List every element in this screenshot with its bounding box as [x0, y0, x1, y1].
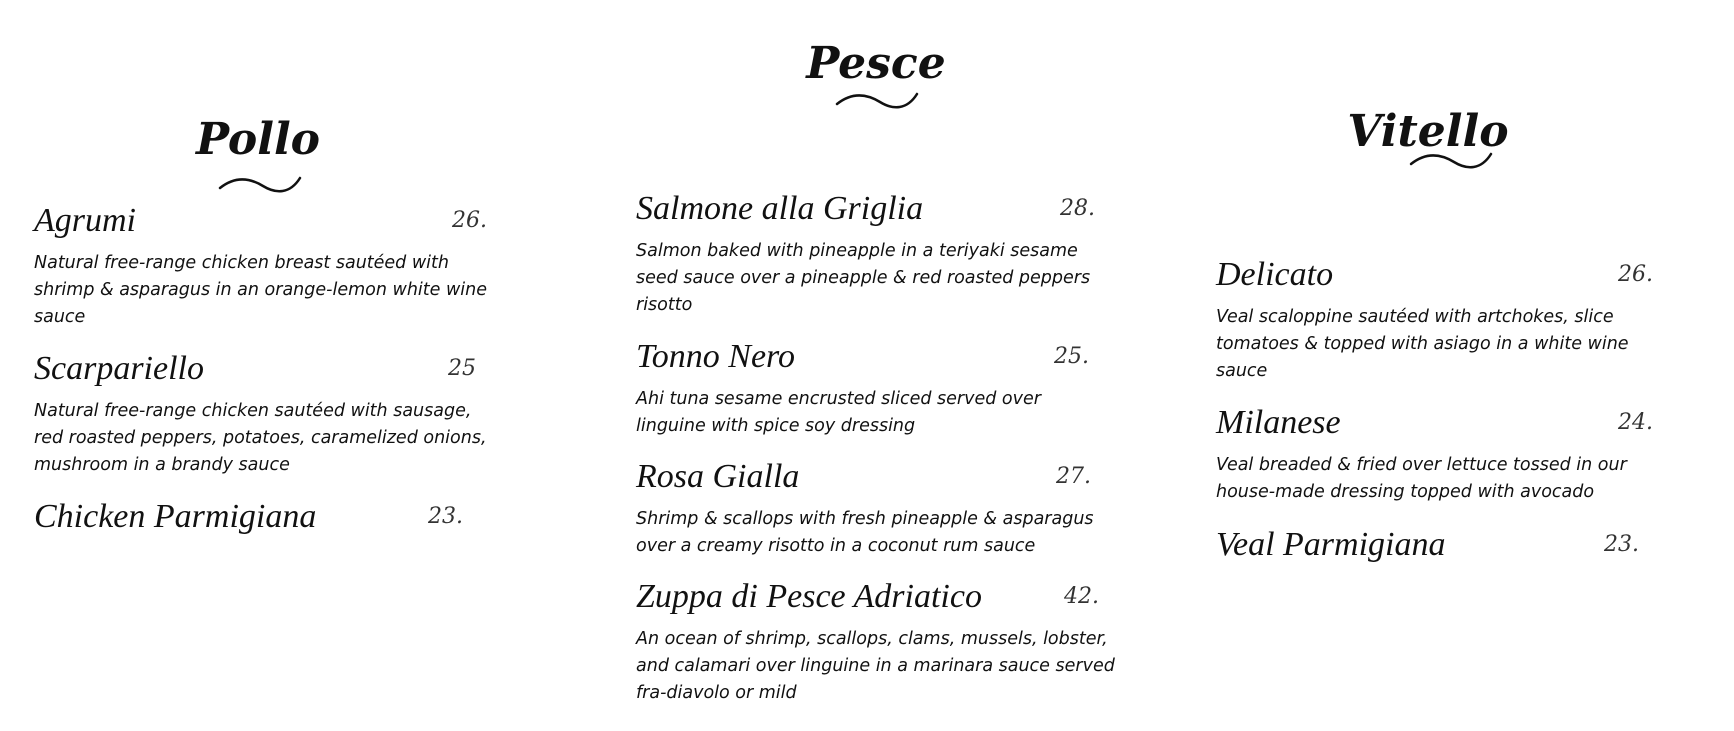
dish-name: Rosa Gialla — [636, 458, 800, 495]
dish-name: Tonno Nero — [636, 338, 796, 375]
dish-description: Shrimp & scallops with fresh pineapple & asparagus over a creamy risotto in a coconut rum sauce — [636, 509, 1094, 556]
swash-ornament — [832, 86, 922, 116]
menu-item-agrumi — [34, 202, 504, 327]
dish-description: Veal scaloppine sautéed with artchokes, slice tomatoes & topped with asiago in a white wine sauce — [1216, 307, 1629, 381]
dish-name: Delicato — [1216, 256, 1334, 293]
menu-item-scarpariello — [34, 350, 504, 475]
dish-price: 23. — [428, 504, 463, 529]
section-title-vitello: Vitello — [1347, 106, 1509, 157]
dish-price: 23. — [1604, 532, 1639, 557]
dish-description: Natural free-range chicken sautéed with sausage, red roasted peppers, potatoes, caramelized onions, mushroom in a brandy sauce — [34, 401, 487, 475]
dish-name: Veal Parmigiana — [1216, 526, 1446, 563]
menu-item-zuppa-di-pesce-adriatico — [636, 580, 1116, 710]
swash-ornament — [1406, 146, 1496, 176]
section-title-pollo: Pollo — [195, 114, 321, 165]
dish-price: 26. — [1618, 262, 1653, 287]
dish-description: Ahi tuna sesame encrusted sliced served over linguine with spice soy dressing — [636, 389, 1041, 436]
menu-item-tonno-nero — [636, 340, 1116, 440]
dish-price: 42. — [1064, 584, 1099, 609]
dish-name: Zuppa di Pesce Adriatico — [636, 578, 982, 615]
dish-name: Milanese — [1216, 404, 1341, 441]
dish-description: Natural free-range chicken breast sautéed with shrimp & asparagus in an orange-lemon white wine sauce — [34, 253, 487, 327]
menu-item-delicato — [1216, 256, 1686, 381]
dish-description: An ocean of shrimp, scallops, clams, mussels, lobster, and calamari over linguine in a marinara sauce served fra-diavolo or mild — [636, 629, 1115, 703]
dish-description: Veal breaded & fried over lettuce tossed in our house-made dressing topped with avocado — [1216, 455, 1627, 502]
dish-description: Salmon baked with pineapple in a teriyaki sesame seed sauce over a pineapple & red roasted peppers risotto — [636, 241, 1091, 315]
dish-name: Salmone alla Griglia — [636, 190, 924, 227]
dish-name: Chicken Parmigiana — [34, 498, 317, 535]
dish-price: 25 — [448, 356, 476, 381]
section-title-pesce: Pesce — [806, 38, 946, 89]
swash-ornament — [215, 170, 305, 200]
dish-price: 27. — [1056, 464, 1091, 489]
menu-item-rosa-gialla — [636, 460, 1116, 560]
dish-name: Scarpariello — [34, 350, 204, 387]
dish-price: 28. — [1060, 196, 1095, 221]
dish-name: Agrumi — [34, 202, 136, 239]
dish-price: 26. — [452, 208, 487, 233]
menu-item-milanese — [1216, 406, 1686, 506]
dish-price: 25. — [1054, 344, 1089, 369]
dish-price: 24. — [1618, 410, 1653, 435]
menu-item-chicken-parmigiana — [34, 500, 504, 540]
menu-item-veal-parmigiana — [1216, 528, 1686, 568]
menu-item-salmone-alla-griglia — [636, 190, 1116, 315]
